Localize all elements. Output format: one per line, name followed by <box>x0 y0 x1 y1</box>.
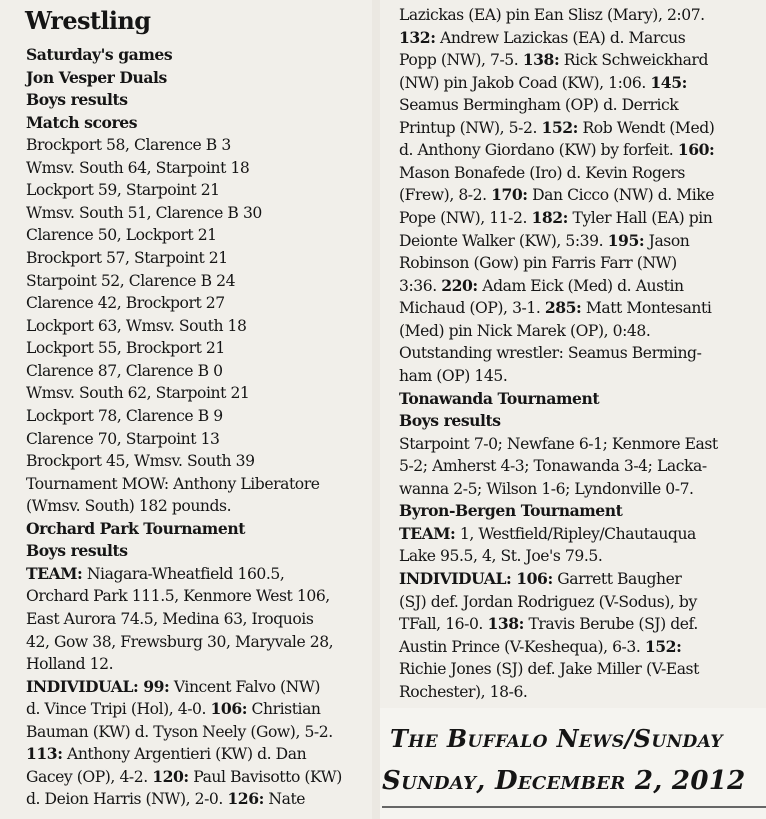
text-line <box>399 94 678 117</box>
text-line <box>399 636 681 659</box>
text-line <box>399 4 705 27</box>
text-run: Austin Prince (V-Keshequa), 6-3. <box>399 637 645 656</box>
text-line <box>26 292 225 315</box>
text-run: Rick Schweickhard <box>559 51 708 70</box>
text-line <box>26 721 333 744</box>
text-line <box>399 613 698 636</box>
bold-run: Saturday's games <box>26 45 173 64</box>
text-run: Tournament MOW: Anthony Liberatore <box>26 474 320 493</box>
text-run: Clarence 42, Brockport 27 <box>26 294 225 313</box>
text-run: Pope (NW), 11-2. <box>399 209 532 228</box>
text-line <box>26 405 223 428</box>
text-line <box>399 365 507 388</box>
text-run: 42, Gow 38, Frewsburg 30, Maryvale 28, <box>26 632 334 651</box>
text-line <box>399 27 685 50</box>
text-line <box>26 179 220 202</box>
text-line <box>399 49 708 72</box>
text-line <box>399 455 707 478</box>
text-run: Brockport 57, Starpoint 21 <box>26 249 228 268</box>
text-line <box>26 563 284 586</box>
text-line <box>26 360 223 383</box>
bold-run: Tonawanda Tournament <box>399 388 600 408</box>
text-line <box>399 568 681 591</box>
text-line <box>26 450 255 473</box>
text-run: Mason Bonafede (Iro) d. Kevin Rogers <box>399 163 685 182</box>
text-line <box>26 112 137 135</box>
bold-run: 106: <box>210 699 248 719</box>
text-run: Niagara-Wheatfield 160.5, <box>82 564 285 583</box>
text-line <box>399 545 602 568</box>
bold-run: 145: <box>650 72 687 92</box>
text-run: Paul Bavisotto (KW) <box>188 767 342 786</box>
text-line <box>26 157 249 180</box>
text-run: Anthony Argentieri (KW) d. Dan <box>62 745 307 764</box>
text-line <box>399 117 714 140</box>
bold-run: INDIVIDUAL: 99: <box>26 676 170 696</box>
text-line <box>399 478 694 501</box>
text-line <box>399 252 677 275</box>
bold-run: Byron-Bergen Tournament <box>399 501 623 521</box>
text-run: Wmsv. South 62, Starpoint 21 <box>26 384 250 403</box>
text-line <box>26 653 113 676</box>
text-run: Deionte Walker (KW), 5:39. <box>399 231 608 250</box>
text-line <box>26 428 220 451</box>
text-line <box>26 676 320 699</box>
bold-run: 160: <box>677 140 715 160</box>
text-line <box>26 473 319 496</box>
bold-run: TEAM: <box>399 523 456 543</box>
text-line <box>399 342 701 365</box>
column-gutter <box>372 0 380 819</box>
text-run: Jason <box>644 231 690 250</box>
text-line <box>26 247 228 270</box>
text-run: Wmsv. South 51, Clarence B 30 <box>26 203 262 222</box>
text-run: Starpoint 7-0; Newfane 6-1; Kenmore East <box>399 434 718 453</box>
text-line <box>399 433 718 456</box>
text-run: Brockport 45, Wmsv. South 39 <box>26 452 255 471</box>
bold-run: 285: <box>544 298 582 318</box>
text-line <box>26 698 321 721</box>
text-line <box>399 72 687 95</box>
dateline: Sunday, December 2, 2012 <box>382 766 746 796</box>
bold-run: 220: <box>441 275 478 295</box>
text-run: (SJ) def. Jordan Rodriguez (V-Sodus), by <box>399 592 697 611</box>
bold-run: INDIVIDUAL: 106: <box>399 569 553 588</box>
bold-run: 138: <box>522 50 560 70</box>
text-line <box>26 67 167 90</box>
text-run: Lockport 78, Clarence B 9 <box>26 406 223 425</box>
text-run: d. Anthony Giordano (KW) by forfeit. <box>399 141 678 160</box>
text-line <box>399 658 699 681</box>
text-run: wanna 2-5; Wilson 1-6; Lyndonville 0-7. <box>399 479 694 498</box>
text-run: Lake 95.5, 4, St. Joe's 79.5. <box>399 547 603 566</box>
text-line <box>399 523 696 546</box>
bold-run: 152: <box>644 636 682 656</box>
text-line <box>26 44 172 67</box>
text-run: d. Vince Tripi (Hol), 4-0. <box>26 700 211 719</box>
text-run: Nate <box>263 790 306 809</box>
text-run: Popp (NW), 7-5. <box>399 51 523 70</box>
text-line <box>26 766 342 789</box>
text-line <box>399 681 527 704</box>
text-line <box>26 89 128 112</box>
text-line <box>26 202 262 225</box>
masthead: The Buffalo News/Sunday <box>390 724 723 753</box>
text-run: (NW) pin Jakob Coad (KW), 1:06. <box>399 73 651 92</box>
text-run: Adam Eick (Med) d. Austin <box>477 276 684 295</box>
text-line <box>26 337 225 360</box>
text-line <box>399 388 599 411</box>
text-run: Travis Berube (SJ) def. <box>523 615 698 634</box>
text-run: (Wmsv. South) 182 pounds. <box>26 497 232 516</box>
text-run: Dan Cicco (NW) d. Mike <box>527 186 715 205</box>
bold-run: Jon Vesper Duals <box>26 67 167 87</box>
text-run: d. Deion Harris (NW), 2-0. <box>26 790 228 809</box>
text-run: Andrew Lazickas (EA) d. Marcus <box>435 28 686 47</box>
text-line <box>26 224 217 247</box>
text-run: Bauman (KW) d. Tyson Neely (Gow), 5-2. <box>26 722 333 741</box>
text-line <box>26 788 305 811</box>
text-run: Gacey (OP), 4-2. <box>26 767 153 786</box>
bold-run: 120: <box>152 766 189 786</box>
text-run: Richie Jones (SJ) def. Jake Miller (V-East <box>399 660 699 679</box>
text-run: Wmsv. South 64, Starpoint 18 <box>26 158 250 177</box>
text-run: Clarence 50, Lockport 21 <box>26 226 217 245</box>
text-run: Outstanding wrestler: Seamus Berming- <box>399 344 702 363</box>
text-run: ham (OP) 145. <box>399 366 508 385</box>
text-run: Orchard Park 111.5, Kenmore West 106, <box>26 587 330 606</box>
bold-run: Match scores <box>26 112 138 132</box>
bold-run: Boys results <box>26 90 128 110</box>
text-line <box>399 139 714 162</box>
text-line <box>26 315 247 338</box>
text-run: Michaud (OP), 3-1. <box>399 299 545 318</box>
text-run: Rob Wendt (Med) <box>577 118 715 137</box>
bold-run: 113: <box>26 744 63 764</box>
text-run: Clarence 70, Starpoint 13 <box>26 429 220 448</box>
bold-run: 132: <box>399 27 436 47</box>
text-line <box>399 297 711 320</box>
text-run: TFall, 16-0. <box>399 615 488 634</box>
text-run: Seamus Bermingham (OP) d. Derrick <box>399 96 679 115</box>
text-run: Robinson (Gow) pin Farris Farr (NW) <box>399 254 677 273</box>
text-line <box>26 382 249 405</box>
bold-run: 182: <box>531 208 568 228</box>
text-run: Lockport 63, Wmsv. South 18 <box>26 316 247 335</box>
text-run: Tyler Hall (EA) pin <box>567 209 713 228</box>
text-run: Holland 12. <box>26 655 114 674</box>
bold-run: 138: <box>487 614 524 634</box>
text-line <box>26 585 330 608</box>
text-run: Lockport 55, Brockport 21 <box>26 339 225 358</box>
text-run: Starpoint 52, Clarence B 24 <box>26 271 236 290</box>
text-run: 5-2; Amherst 4-3; Tonawanda 3-4; Lacka- <box>399 457 707 476</box>
text-line <box>26 518 245 541</box>
text-line <box>26 270 235 293</box>
text-run: 1, Westfield/Ripley/Chautauqua <box>455 524 696 543</box>
footer-rule <box>382 806 766 808</box>
text-run: Christian <box>247 700 321 719</box>
text-run: East Aurora 74.5, Medina 63, Iroquois <box>26 610 314 628</box>
bold-run: 152: <box>541 117 578 137</box>
text-run: Printup (NW), 5-2. <box>399 118 542 137</box>
text-line <box>399 500 622 523</box>
section-title: Wrestling <box>25 6 151 35</box>
text-line <box>26 631 333 654</box>
text-line <box>399 320 650 343</box>
bold-run: Boys results <box>399 411 501 431</box>
text-line <box>399 591 697 614</box>
text-run: (Frew), 8-2. <box>399 186 492 205</box>
text-run: Rochester), 18-6. <box>399 682 528 701</box>
text-line <box>26 540 128 563</box>
text-line <box>26 743 306 766</box>
text-line <box>399 162 685 185</box>
text-line <box>399 230 689 253</box>
bold-run: 195: <box>607 230 645 250</box>
text-run: Lockport 59, Starpoint 21 <box>26 181 220 200</box>
text-run: Clarence 87, Clarence B 0 <box>26 361 223 380</box>
text-line <box>26 495 231 518</box>
text-run: Brockport 58, Clarence B 3 <box>26 136 231 155</box>
text-line <box>399 184 714 207</box>
text-line <box>399 275 684 298</box>
text-run: Garrett Baugher <box>552 570 682 588</box>
text-run: Lazickas (EA) pin Ean Slisz (Mary), 2:07. <box>399 6 705 24</box>
text-line <box>26 134 231 157</box>
text-run: (Med) pin Nick Marek (OP), 0:48. <box>399 321 651 340</box>
bold-run: Boys results <box>26 541 128 561</box>
text-run: Matt Montesanti <box>581 299 712 318</box>
text-run: 3:36. <box>399 276 442 295</box>
bold-run: 170: <box>491 185 528 205</box>
text-line <box>26 608 313 631</box>
text-line <box>399 410 501 433</box>
text-line <box>399 207 712 230</box>
bold-run: TEAM: <box>26 563 83 583</box>
text-run: Vincent Falvo (NW) <box>169 677 321 696</box>
bold-run: Orchard Park Tournament <box>26 518 245 538</box>
bold-run: 126: <box>227 789 264 809</box>
